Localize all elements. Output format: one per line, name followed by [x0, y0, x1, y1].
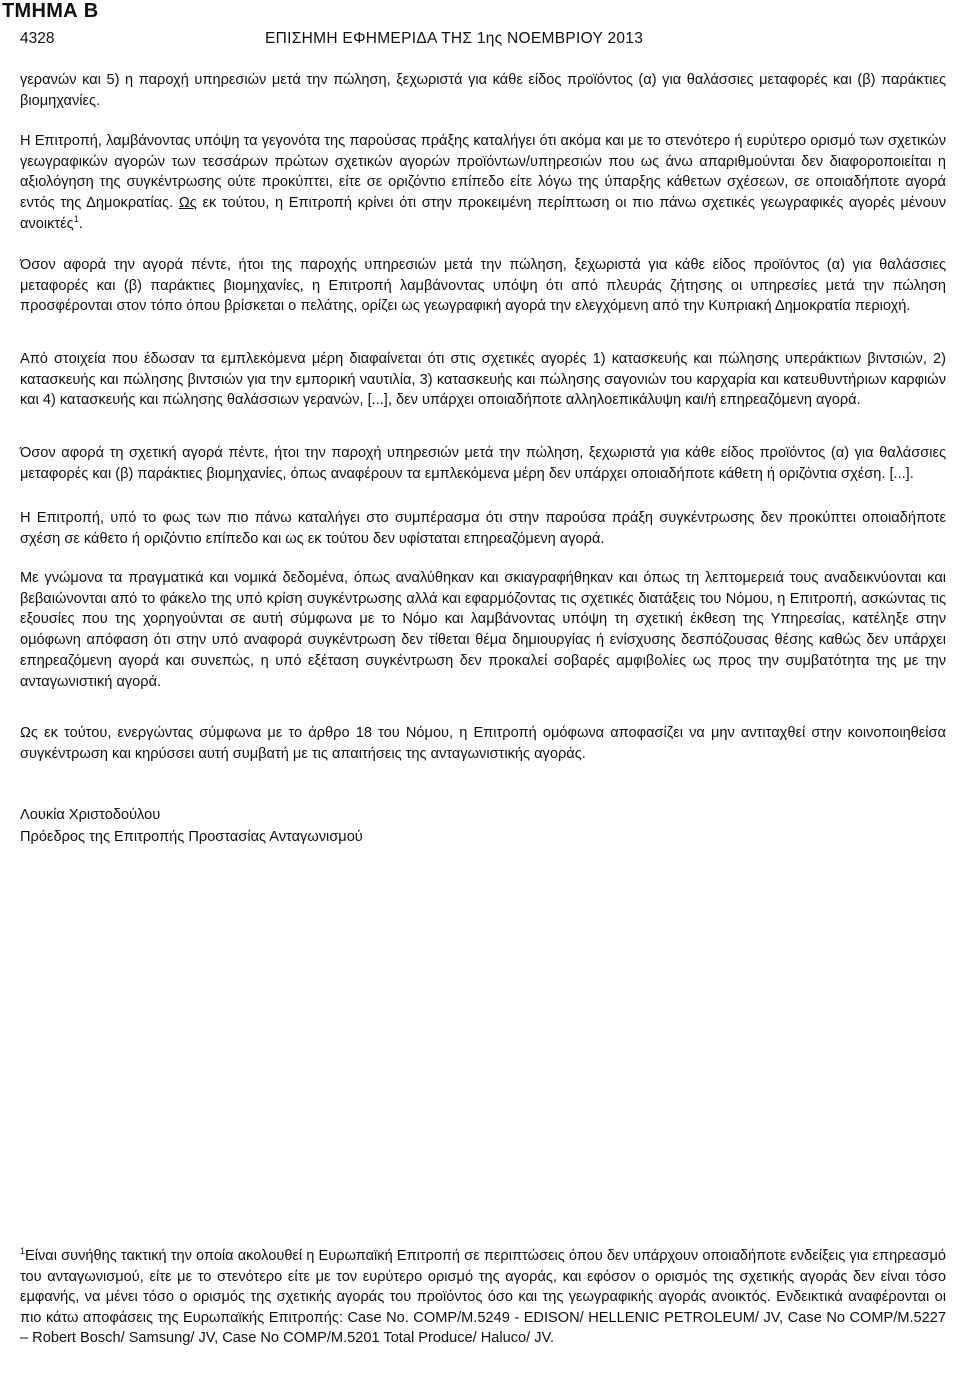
page-number: 4328: [20, 30, 55, 47]
paragraph-no-overlap: Από στοιχεία που έδωσαν τα εμπλεκόμενα μέρη διαφαίνεται ότι στις σχετικές αγορές 1) κατασκευής και πώλησης υπεράκτιων βιντσιών, 2) κατασκευής και πώλησης βιντσιών για την εμπορική ναυτιλία, 3) κατασκευής και πώλησης σαγονιών του καρχαρία και κατευθυντήριων καρφιών και 4) κατασκευής και πώλησης θαλάσσιων γερανών, [...], δεν υπάρχει οποιαδήποτε αλληλοεπικάλυψη και/ή επηρεαζόμενη αγορά.: [20, 351, 946, 409]
paragraph-market-definition: [20, 131, 946, 235]
underlined-word: Ως: [178, 195, 197, 212]
paragraph-text: Η Επιτροπή, λαμβάνοντας υπόψη τα γεγονότα της παρούσας πράξης καταλήγει ότι ακόμα και με το στενότερο ή ευρύτερο ορισμό των σχετικών γεωγραφικών αγορών των τεσσάρων πρώτων σχετικών αγορών προϊόντων/υπηρεσιών που ως άνω απαριθμούνται δεν διαφοροποιείται η αξιολόγηση της συγκέντρωσης ούτε προκύπτει, είτε σε οριζόντιο επίπεδο είτε λόγω της ύπαρξης κάθετων σχέσεων, σε οποιαδήποτε αγορά εντός της Δημοκρατίας.: [20, 133, 946, 212]
paragraph-decision: Ως εκ τούτου, ενεργώντας σύμφωνα με το άρθρο 18 του Νόμου, η Επιτροπή ομόφωνα αποφασίζει να μην αντιταχθεί στην κοινοποιηθείσα συγκέντρωση και κηρύσσει αυτή συμβατή με τις απαιτήσεις της ανταγωνιστικής αγοράς.: [20, 725, 946, 762]
footnote-reference[interactable]: 1: [73, 213, 79, 224]
paragraph-conclusion: Η Επιτροπή, υπό το φως των πιο πάνω καταλήγει στο συμπέρασμα ότι στην παρούσα πράξη συγκέντρωσης δεν προκύπτει οποιαδήποτε σχέση σε κάθετο ή οριζόντιο επίπεδο και ως εκ τούτου δεν υφίσταται επηρεαζόμενη αγορά.: [20, 510, 946, 547]
paragraph-end: .: [78, 215, 83, 232]
paragraph-aftersales: Όσον αφορά τη σχετική αγορά πέντε, ήτοι την παροχή υπηρεσιών μετά την πώληση, ξεχωριστά για κάθε είδος προϊόντος (α) για θαλάσσιες μεταφορές και (β) παράκτιες βιομηχανίες, όπως αναφέρουν τα εμπλεκόμενα μέρη δεν υπάρχει οποιαδήποτε κάθετη ή οριζόντια σχέση. [...].: [20, 445, 946, 482]
paragraph-market-five: Όσον αφορά την αγορά πέντε, ήτοι της παροχής υπηρεσιών μετά την πώληση, ξεχωριστά για κάθε είδος προϊόντος (α) για θαλάσσιες μεταφορές και (β) παράκτιες βιομηχανίες, η Επιτροπή λαμβάνοντας υπόψη ότι από πλευράς ζήτησης οι υπηρεσίες μετά την πώληση προσφέρονται στον τόπο όπου βρίσκεται ο πελάτης, ορίζει ως γεωγραφική αγορά την ελεγχόμενη από την Κυπριακή Δημοκρατία περιοχή.: [20, 257, 946, 315]
paragraph-continuation: γερανών και 5) η παροχή υπηρεσιών μετά την πώληση, ξεχωριστά για κάθε είδος προϊόντος (α) για θαλάσσιες μεταφορές και (β) παράκτιες βιομηχανίες.: [20, 72, 946, 109]
footnote: [20, 1246, 946, 1349]
paragraph-legal-assessment: Με γνώμονα τα πραγματικά και νομικά δεδομένα, όπως αναλύθηκαν και σκιαγραφήθηκαν και όπως τη λεπτομερειά τους αναδεικνύονται και βεβαιώνονται από το φάκελο της υπό κρίση συγκέντρωσης αλλά και εφαρμόζοντας τις σχετικές διατάξεις του Νόμου, η Επιτροπή, ασκώντας τις εξουσίες που της χορηγούνται σε αυτή σύμφωνα με το Νόμο και λαμβάνοντας υπόψη τη σχετική έκθεση της Υπηρεσίας, κατέληξε στην ομόφωνη απόφαση ότι στην υπό αναφορά συγκέντρωση δεν τίθεται θέμα δημιουργίας ή ενίσχυσης δεσπόζουσας θέσης καθώς δεν υπάρχει επηρεαζόμενη αγορά και συνεπώς, η υπό εξέταση συγκέντρωση δεν προκαλεί σοβαρές αμφιβολίες ως προς την συμβατότητα της με την ανταγωνιστική αγορά.: [20, 570, 946, 690]
section-title: ΤΜΗΜΑ Β: [2, 0, 99, 22]
footnote-text: Είναι συνήθης τακτική την οποία ακολουθεί η Ευρωπαϊκή Επιτροπή σε περιπτώσεις όπου δεν υπάρχουν οποιαδήποτε ενδείξεις για επηρεασμό του ανταγωνισμού, είτε με το στενότερο είτε με τον ευρύτερο ορισμό της αγοράς, και εφόσον ο ορισμός της σχετικής αγοράς δεν είναι τόσο εμφανής, να μένει τόσο ο ορισμός της σχετικής αγοράς του προϊόντος όσο και της γεωγραφικής αγοράς ανοικτός. Ενδεικτικά αναφέρονται οι πιο κάτω αποφάσεις της Ευρωπαϊκής Επιτροπής: Case No. COMP/M.5249 - EDISON/ HELLENIC PETROLEUM/ JV, Case No COMP/M.5227 – Robert Bosch/ Samsung/ JV, Case No COMP/M.5201 Total Produce/ Haluco/ JV.: [20, 1248, 946, 1346]
footnote-marker: 1: [20, 1246, 26, 1257]
signatory-name: Λουκία Χριστοδούλου: [20, 807, 161, 823]
running-header: ΕΠΙΣΗΜΗ ΕΦΗΜΕΡΙΔΑ ΤΗΣ 1ης ΝΟΕΜΒΡΙΟΥ 2013: [265, 30, 644, 47]
signatory-title: Πρόεδρος της Επιτροπής Προστασίας Ανταγωνισμού: [20, 829, 363, 845]
paragraph-text-tail: εκ τούτου, η Επιτροπή κρίνει ότι στην προκειμένη περίπτωση οι πιο πάνω σχετικές γεωγραφικές αγορές μένουν ανοικτές: [20, 195, 947, 232]
